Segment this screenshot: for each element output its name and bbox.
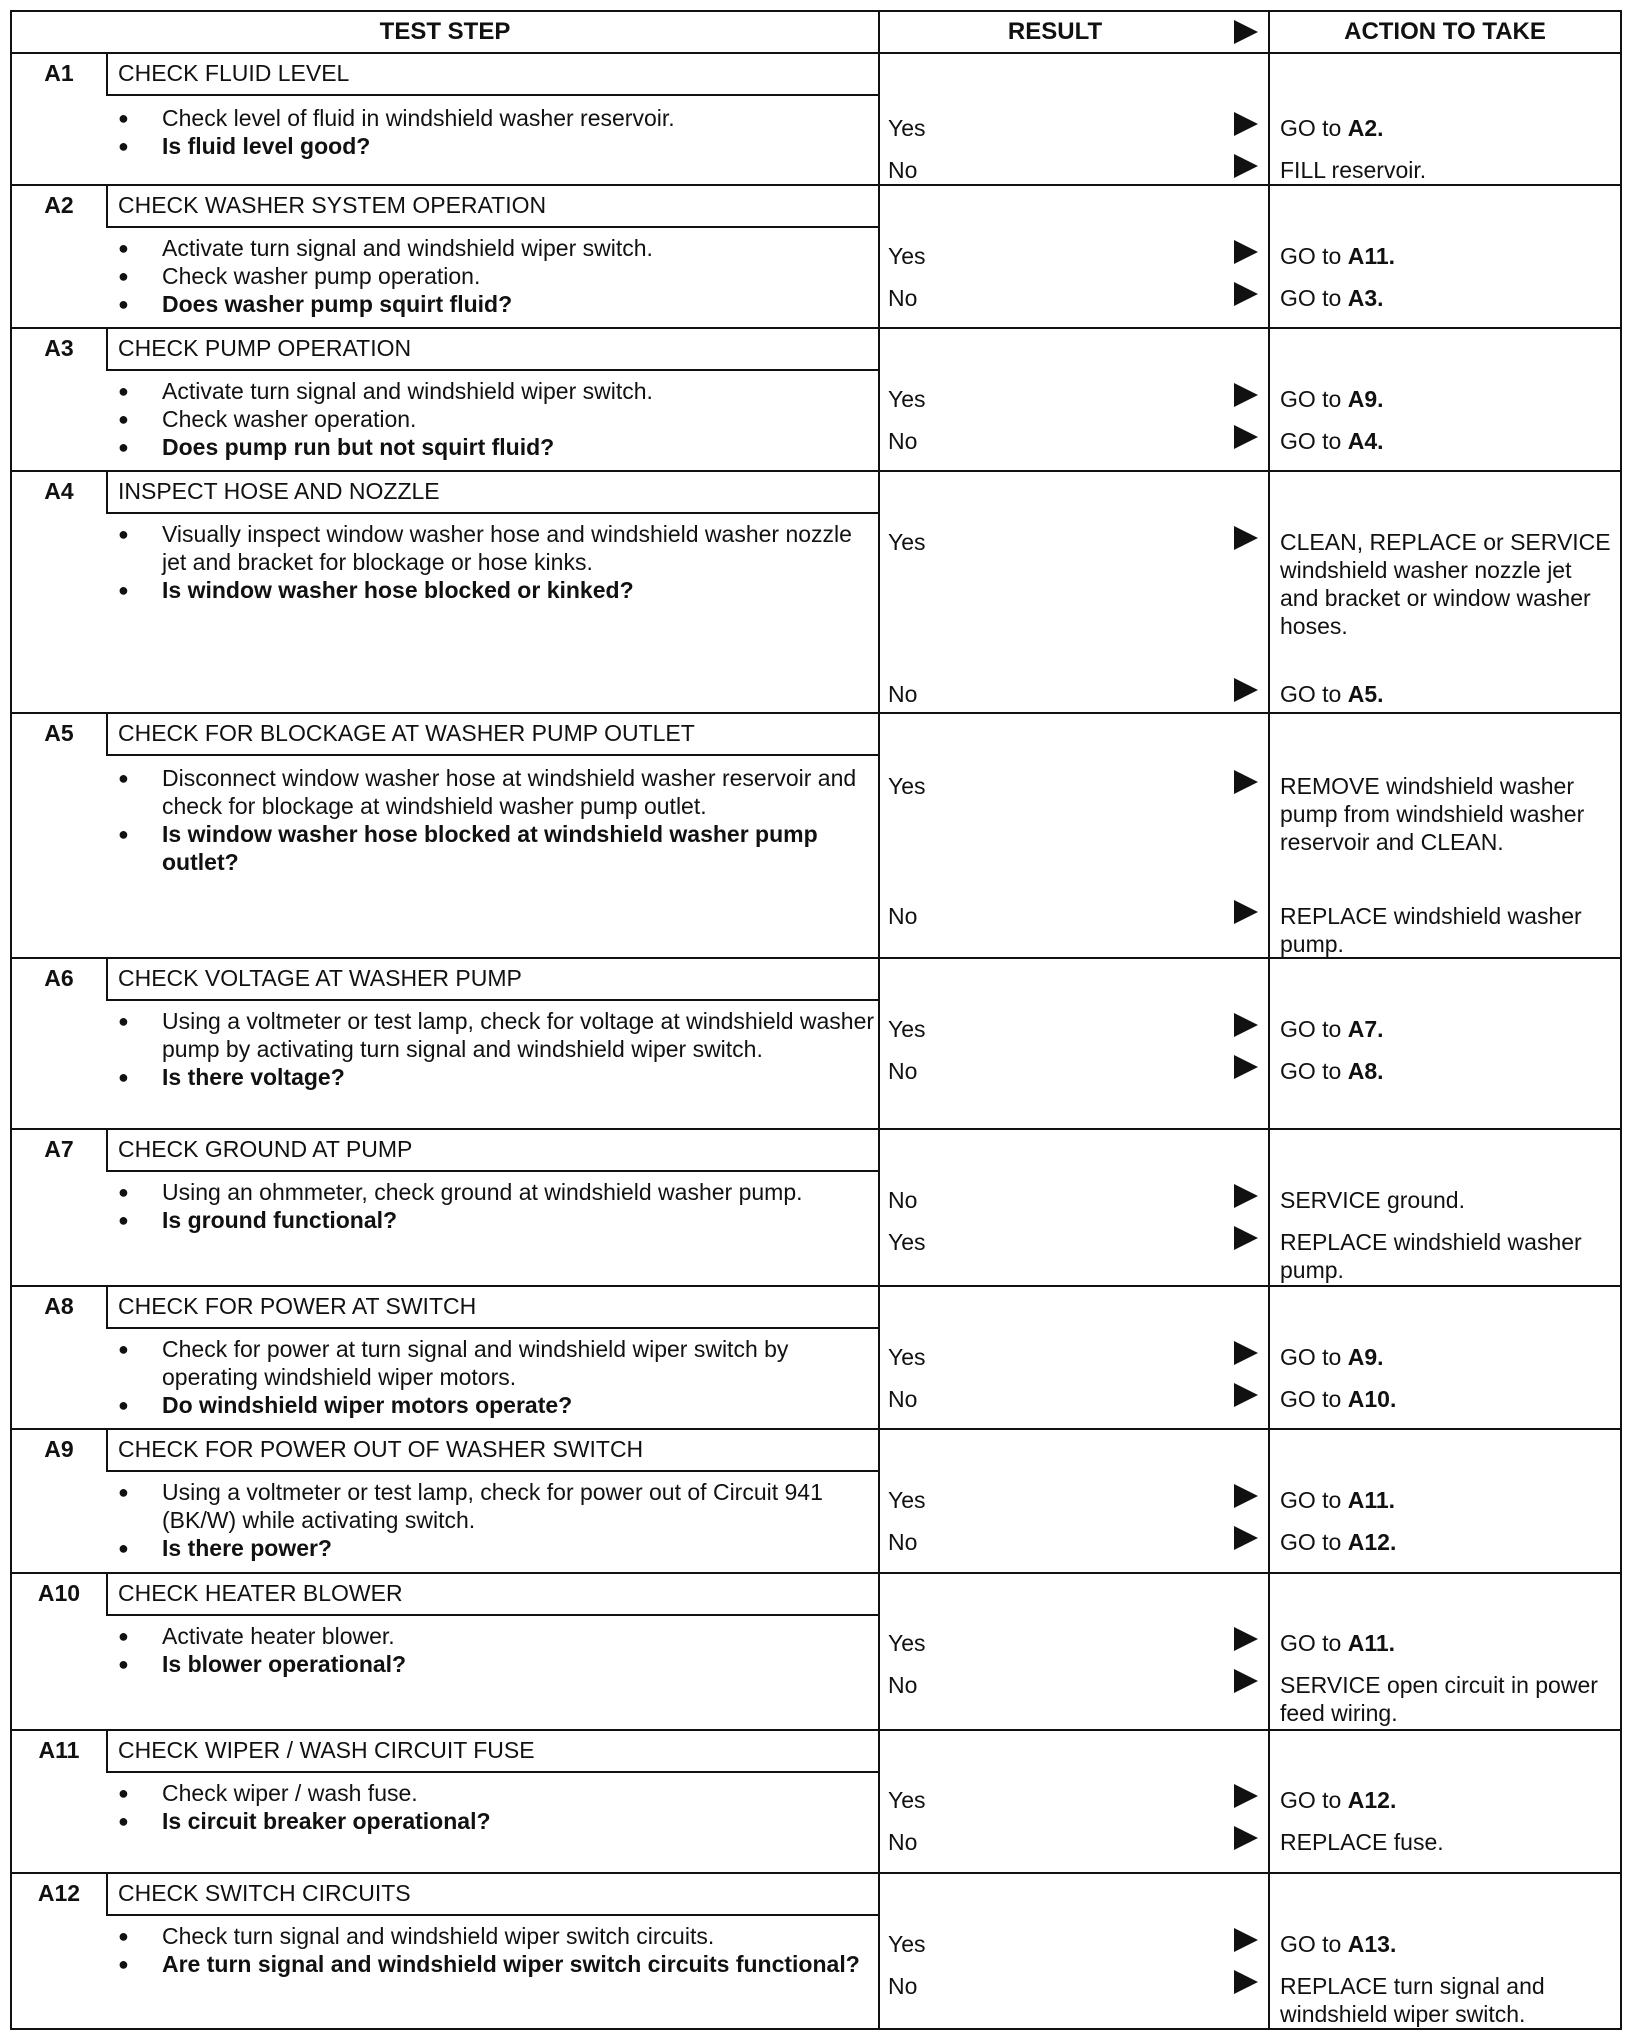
result-arrow-icon (1234, 1669, 1258, 1693)
step-question (118, 1391, 878, 1419)
step-instruction (118, 234, 878, 262)
step-title-underline (106, 369, 878, 371)
result-label: Yes (888, 1487, 926, 1513)
result-label: Yes (888, 386, 926, 412)
step-title: CHECK PUMP OPERATION (118, 334, 412, 361)
action-plain: FILL reservoir. (1280, 157, 1427, 183)
step-title: INSPECT HOSE AND NOZZLE (118, 477, 440, 504)
result-label: No (888, 428, 918, 454)
step-question (118, 1650, 878, 1678)
step-title: CHECK WASHER SYSTEM OPERATION (118, 191, 547, 218)
result-arrow-icon (1234, 526, 1258, 550)
bullet-icon: ● (118, 266, 129, 286)
step-instruction (118, 520, 878, 576)
action-text (1280, 1972, 1616, 2028)
step-title-underline (106, 1327, 878, 1329)
action-text (1280, 1186, 1616, 1214)
step-title: CHECK WIPER / WASH CIRCUIT FUSE (118, 1736, 535, 1763)
bullet-text: Check wiper / wash fuse. (162, 1780, 418, 1806)
result-arrow-icon (1234, 1484, 1258, 1508)
action-column-divider (1268, 12, 1270, 2028)
step-instruction (118, 1622, 878, 1650)
action-text (1280, 1671, 1616, 1727)
step-instruction (118, 1779, 878, 1807)
step-title-underline (106, 1914, 878, 1916)
action-plain: REMOVE windshield washer pump from windshield washer reservoir and CLEAN. (1280, 773, 1585, 855)
bullet-icon: ● (118, 1210, 129, 1230)
step-title: CHECK FOR POWER AT SWITCH (118, 1292, 477, 1319)
step-instruction (118, 1335, 878, 1391)
action-plain: GO to (1280, 428, 1348, 454)
action-step-ref: A11. (1347, 1630, 1396, 1656)
step-title-underline (106, 226, 878, 228)
result-arrow-icon (1234, 154, 1258, 178)
action-step-ref: A8. (1347, 1058, 1384, 1084)
step-question (118, 132, 878, 160)
action-text (1280, 1015, 1616, 1043)
result-arrow-icon (1234, 1928, 1258, 1952)
bullet-icon: ● (118, 1954, 129, 1974)
step-title-underline (106, 512, 878, 514)
bullet-text: Is ground functional? (162, 1207, 398, 1233)
step-title-underline (106, 1170, 878, 1172)
result-column-divider (878, 12, 880, 2028)
action-plain: REPLACE turn signal and windshield wiper switch. (1280, 1973, 1545, 2027)
result-arrow-icon (1234, 900, 1258, 924)
action-text (1280, 1629, 1616, 1657)
bullet-text: Do windshield wiper motors operate? (162, 1392, 573, 1418)
result-arrow-icon (1234, 678, 1258, 702)
bullet-text: Check washer pump operation. (162, 263, 481, 289)
step-instruction (118, 764, 878, 820)
action-plain: GO to (1280, 1487, 1348, 1513)
result-arrow-icon (1234, 240, 1258, 264)
action-step-ref: A3. (1347, 285, 1384, 311)
bullet-icon: ● (118, 524, 129, 544)
action-text (1280, 385, 1616, 413)
step-id-divider (106, 1128, 108, 1170)
bullet-text: Is blower operational? (162, 1651, 407, 1677)
step-id: A12 (37, 1879, 81, 1906)
step-question (118, 1534, 878, 1562)
bullet-text: Is fluid level good? (162, 133, 371, 159)
result-arrow-icon (1234, 1226, 1258, 1250)
result-arrow-icon (1234, 1055, 1258, 1079)
action-step-ref: A10. (1347, 1386, 1397, 1412)
step-id: A8 (44, 1292, 74, 1319)
result-arrow-icon (1234, 770, 1258, 794)
action-plain: GO to (1280, 1386, 1348, 1412)
step-title-underline (106, 754, 878, 756)
step-title-underline (106, 999, 878, 1001)
step-id: A10 (37, 1579, 81, 1606)
bullet-icon: ● (118, 1182, 129, 1202)
result-label: No (888, 1386, 918, 1412)
bullet-text: Is there voltage? (162, 1064, 345, 1090)
result-label: Yes (888, 1630, 926, 1656)
bullet-icon: ● (118, 1538, 129, 1558)
action-step-ref: A9. (1347, 386, 1384, 412)
action-text (1280, 902, 1616, 958)
step-bullets (118, 764, 878, 876)
result-arrow-icon (1234, 1341, 1258, 1365)
action-text (1280, 528, 1616, 640)
bullet-icon: ● (118, 294, 129, 314)
step-id: A11 (38, 1736, 80, 1763)
step-instruction (118, 405, 878, 433)
step-question (118, 290, 878, 318)
result-arrow-icon (1234, 282, 1258, 306)
result-label: No (888, 1829, 918, 1855)
bullet-text: Using an ohmmeter, check ground at windshield washer pump. (162, 1179, 803, 1205)
action-plain: GO to (1280, 285, 1348, 311)
step-instruction (118, 262, 878, 290)
bullet-icon: ● (118, 1783, 129, 1803)
action-plain: SERVICE open circuit in power feed wiring. (1280, 1672, 1598, 1726)
bullet-text: Is window washer hose blocked at windshield washer pump outlet? (162, 821, 818, 875)
action-text (1280, 156, 1616, 184)
action-plain: GO to (1280, 115, 1348, 141)
step-instruction (118, 1478, 878, 1534)
bullet-text: Activate turn signal and windshield wiper switch. (162, 378, 653, 404)
step-title: CHECK VOLTAGE AT WASHER PUMP (118, 964, 522, 991)
action-step-ref: A2. (1347, 115, 1384, 141)
action-step-ref: A4. (1347, 428, 1384, 454)
bullet-icon: ● (118, 381, 129, 401)
step-id-divider (106, 1872, 108, 1914)
bullet-text: Using a voltmeter or test lamp, check for power out of Circuit 941 (BK/W) while activating switch. (162, 1479, 823, 1533)
action-plain: GO to (1280, 681, 1348, 707)
bullet-icon: ● (118, 1482, 129, 1502)
bullet-icon: ● (118, 437, 129, 457)
action-text (1280, 1930, 1616, 1958)
action-text (1280, 284, 1616, 312)
bullet-icon: ● (118, 1654, 129, 1674)
step-instruction (118, 104, 878, 132)
action-step-ref: A11. (1347, 243, 1396, 269)
result-label: No (888, 1529, 918, 1555)
action-text (1280, 1343, 1616, 1371)
step-bullets (118, 104, 878, 160)
action-text (1280, 1486, 1616, 1514)
diagnostic-table (10, 10, 1622, 2030)
step-question (118, 576, 878, 604)
action-text (1280, 1528, 1616, 1556)
step-instruction (118, 1007, 878, 1063)
step-id: A1 (44, 59, 74, 86)
bullet-text: Is window washer hose blocked or kinked? (162, 577, 634, 603)
result-label: Yes (888, 529, 926, 555)
action-text (1280, 1228, 1616, 1284)
step-id-divider (106, 1428, 108, 1470)
step-id-divider (106, 1285, 108, 1327)
bullet-icon: ● (118, 409, 129, 429)
header-test-step: TEST STEP (379, 18, 511, 45)
action-text (1280, 1385, 1616, 1413)
bullet-icon: ● (118, 108, 129, 128)
bullet-icon: ● (118, 1811, 129, 1831)
result-label: Yes (888, 243, 926, 269)
result-label: Yes (888, 773, 926, 799)
action-text (1280, 114, 1616, 142)
step-bullets (118, 1922, 878, 1978)
bullet-icon: ● (118, 1395, 129, 1415)
action-plain: GO to (1280, 1058, 1348, 1084)
step-id: A7 (44, 1135, 74, 1162)
action-plain: GO to (1280, 1787, 1348, 1813)
action-step-ref: A5. (1347, 681, 1384, 707)
result-label: No (888, 903, 918, 929)
result-arrow-icon (1234, 1013, 1258, 1037)
step-question (118, 1206, 878, 1234)
bullet-text: Is there power? (162, 1535, 332, 1561)
step-id: A5 (44, 719, 74, 746)
action-plain: GO to (1280, 1344, 1348, 1370)
step-title-underline (106, 94, 878, 96)
bullet-icon: ● (118, 1011, 129, 1031)
step-id-divider (106, 470, 108, 512)
action-step-ref: A13. (1347, 1931, 1397, 1957)
bullet-text: Check for power at turn signal and windshield wiper switch by operating windshield wiper motors. (162, 1336, 789, 1390)
action-text (1280, 1828, 1616, 1856)
result-label: Yes (888, 115, 926, 141)
step-question (118, 1807, 878, 1835)
step-id-divider (106, 52, 108, 94)
bullet-icon: ● (118, 1339, 129, 1359)
step-title: CHECK SWITCH CIRCUITS (118, 1879, 411, 1906)
action-text (1280, 680, 1616, 708)
action-plain: GO to (1280, 1529, 1348, 1555)
result-arrow-icon (1234, 1784, 1258, 1808)
result-label: Yes (888, 1016, 926, 1042)
step-bullets (118, 520, 878, 604)
step-id: A2 (44, 191, 74, 218)
action-plain: GO to (1280, 386, 1348, 412)
action-plain: GO to (1280, 1630, 1348, 1656)
result-arrow-icon (1234, 1826, 1258, 1850)
step-title: CHECK FOR BLOCKAGE AT WASHER PUMP OUTLET (118, 719, 695, 746)
action-step-ref: A7. (1347, 1016, 1384, 1042)
bullet-text: Using a voltmeter or test lamp, check for voltage at windshield washer pump by activating turn signal and windshield wiper switch. (162, 1008, 875, 1062)
bullet-icon: ● (118, 768, 129, 788)
bullet-text: Activate heater blower. (162, 1623, 395, 1649)
result-label: No (888, 1973, 918, 1999)
step-bullets (118, 1622, 878, 1678)
step-question (118, 433, 878, 461)
step-instruction (118, 1922, 878, 1950)
bullet-text: Visually inspect window washer hose and windshield washer nozzle jet and bracket for blockage or hose kinks. (162, 521, 852, 575)
result-arrow-icon (1234, 1970, 1258, 1994)
action-text (1280, 772, 1616, 856)
bullet-text: Check washer operation. (162, 406, 417, 432)
action-plain: REPLACE windshield washer pump. (1280, 903, 1582, 957)
step-title-underline (106, 1470, 878, 1472)
header-arrow-icon (1234, 20, 1258, 44)
action-text (1280, 1786, 1616, 1814)
step-title-underline (106, 1614, 878, 1616)
result-label: Yes (888, 1344, 926, 1370)
bullet-icon: ● (118, 580, 129, 600)
bullet-icon: ● (118, 1067, 129, 1087)
step-bullets (118, 1779, 878, 1835)
result-arrow-icon (1234, 1383, 1258, 1407)
bullet-text: Does washer pump squirt fluid? (162, 291, 513, 317)
result-label: Yes (888, 1787, 926, 1813)
step-id-divider (106, 712, 108, 754)
action-step-ref: A9. (1347, 1344, 1384, 1370)
result-label: No (888, 1058, 918, 1084)
step-bullets (118, 1478, 878, 1562)
bullet-text: Check turn signal and windshield wiper switch circuits. (162, 1923, 715, 1949)
header-result: RESULT (1007, 18, 1103, 45)
step-id-divider (106, 184, 108, 226)
action-text (1280, 1057, 1616, 1085)
step-id-divider (106, 1572, 108, 1614)
action-plain: GO to (1280, 1931, 1348, 1957)
bullet-icon: ● (118, 238, 129, 258)
step-title-underline (106, 1771, 878, 1773)
action-step-ref: A11. (1347, 1487, 1396, 1513)
bullet-text: Does pump run but not squirt fluid? (162, 434, 555, 460)
result-label: No (888, 1672, 918, 1698)
step-id-divider (106, 957, 108, 999)
step-instruction (118, 1178, 878, 1206)
header-action: ACTION TO TAKE (1344, 18, 1546, 45)
step-id: A9 (44, 1435, 74, 1462)
result-arrow-icon (1234, 425, 1258, 449)
step-id-divider (106, 1729, 108, 1771)
step-bullets (118, 1007, 878, 1091)
bullet-icon: ● (118, 1626, 129, 1646)
step-id: A4 (44, 477, 74, 504)
action-plain: CLEAN, REPLACE or SERVICE windshield washer nozzle jet and bracket or window washer hoses. (1280, 529, 1611, 639)
step-title: CHECK FLUID LEVEL (118, 59, 350, 86)
result-label: No (888, 285, 918, 311)
bullet-icon: ● (118, 136, 129, 156)
result-label: No (888, 157, 918, 183)
step-bullets (118, 234, 878, 318)
action-step-ref: A12. (1347, 1529, 1397, 1555)
bullet-text: Check level of fluid in windshield washer reservoir. (162, 105, 675, 131)
bullet-text: Is circuit breaker operational? (162, 1808, 491, 1834)
bullet-text: Activate turn signal and windshield wiper switch. (162, 235, 653, 261)
step-title: CHECK HEATER BLOWER (118, 1579, 403, 1606)
action-plain: GO to (1280, 1016, 1348, 1042)
step-title: CHECK GROUND AT PUMP (118, 1135, 413, 1162)
action-step-ref: A12. (1347, 1787, 1397, 1813)
result-arrow-icon (1234, 1627, 1258, 1651)
result-label: Yes (888, 1931, 926, 1957)
result-arrow-icon (1234, 383, 1258, 407)
step-question (118, 820, 878, 876)
step-bullets (118, 1335, 878, 1419)
result-arrow-icon (1234, 1184, 1258, 1208)
step-title: CHECK FOR POWER OUT OF WASHER SWITCH (118, 1435, 644, 1462)
step-bullets (118, 1178, 878, 1234)
step-question (118, 1950, 878, 1978)
bullet-icon: ● (118, 1926, 129, 1946)
step-id-divider (106, 327, 108, 369)
bullet-icon: ● (118, 824, 129, 844)
result-label: No (888, 1187, 918, 1213)
bullet-text: Disconnect window washer hose at windshield washer reservoir and check for blockage at windshield washer pump outlet. (162, 765, 857, 819)
result-label: No (888, 681, 918, 707)
action-plain: SERVICE ground. (1280, 1187, 1465, 1213)
step-id: A6 (44, 964, 74, 991)
bullet-text: Are turn signal and windshield wiper switch circuits functional? (162, 1951, 860, 1977)
action-plain: GO to (1280, 243, 1348, 269)
action-plain: REPLACE windshield washer pump. (1280, 1229, 1582, 1283)
step-question (118, 1063, 878, 1091)
action-text (1280, 427, 1616, 455)
step-id: A3 (44, 334, 74, 361)
result-arrow-icon (1234, 112, 1258, 136)
action-text (1280, 242, 1616, 270)
action-plain: REPLACE fuse. (1280, 1829, 1444, 1855)
result-label: Yes (888, 1229, 926, 1255)
step-bullets (118, 377, 878, 461)
result-arrow-icon (1234, 1526, 1258, 1550)
step-instruction (118, 377, 878, 405)
